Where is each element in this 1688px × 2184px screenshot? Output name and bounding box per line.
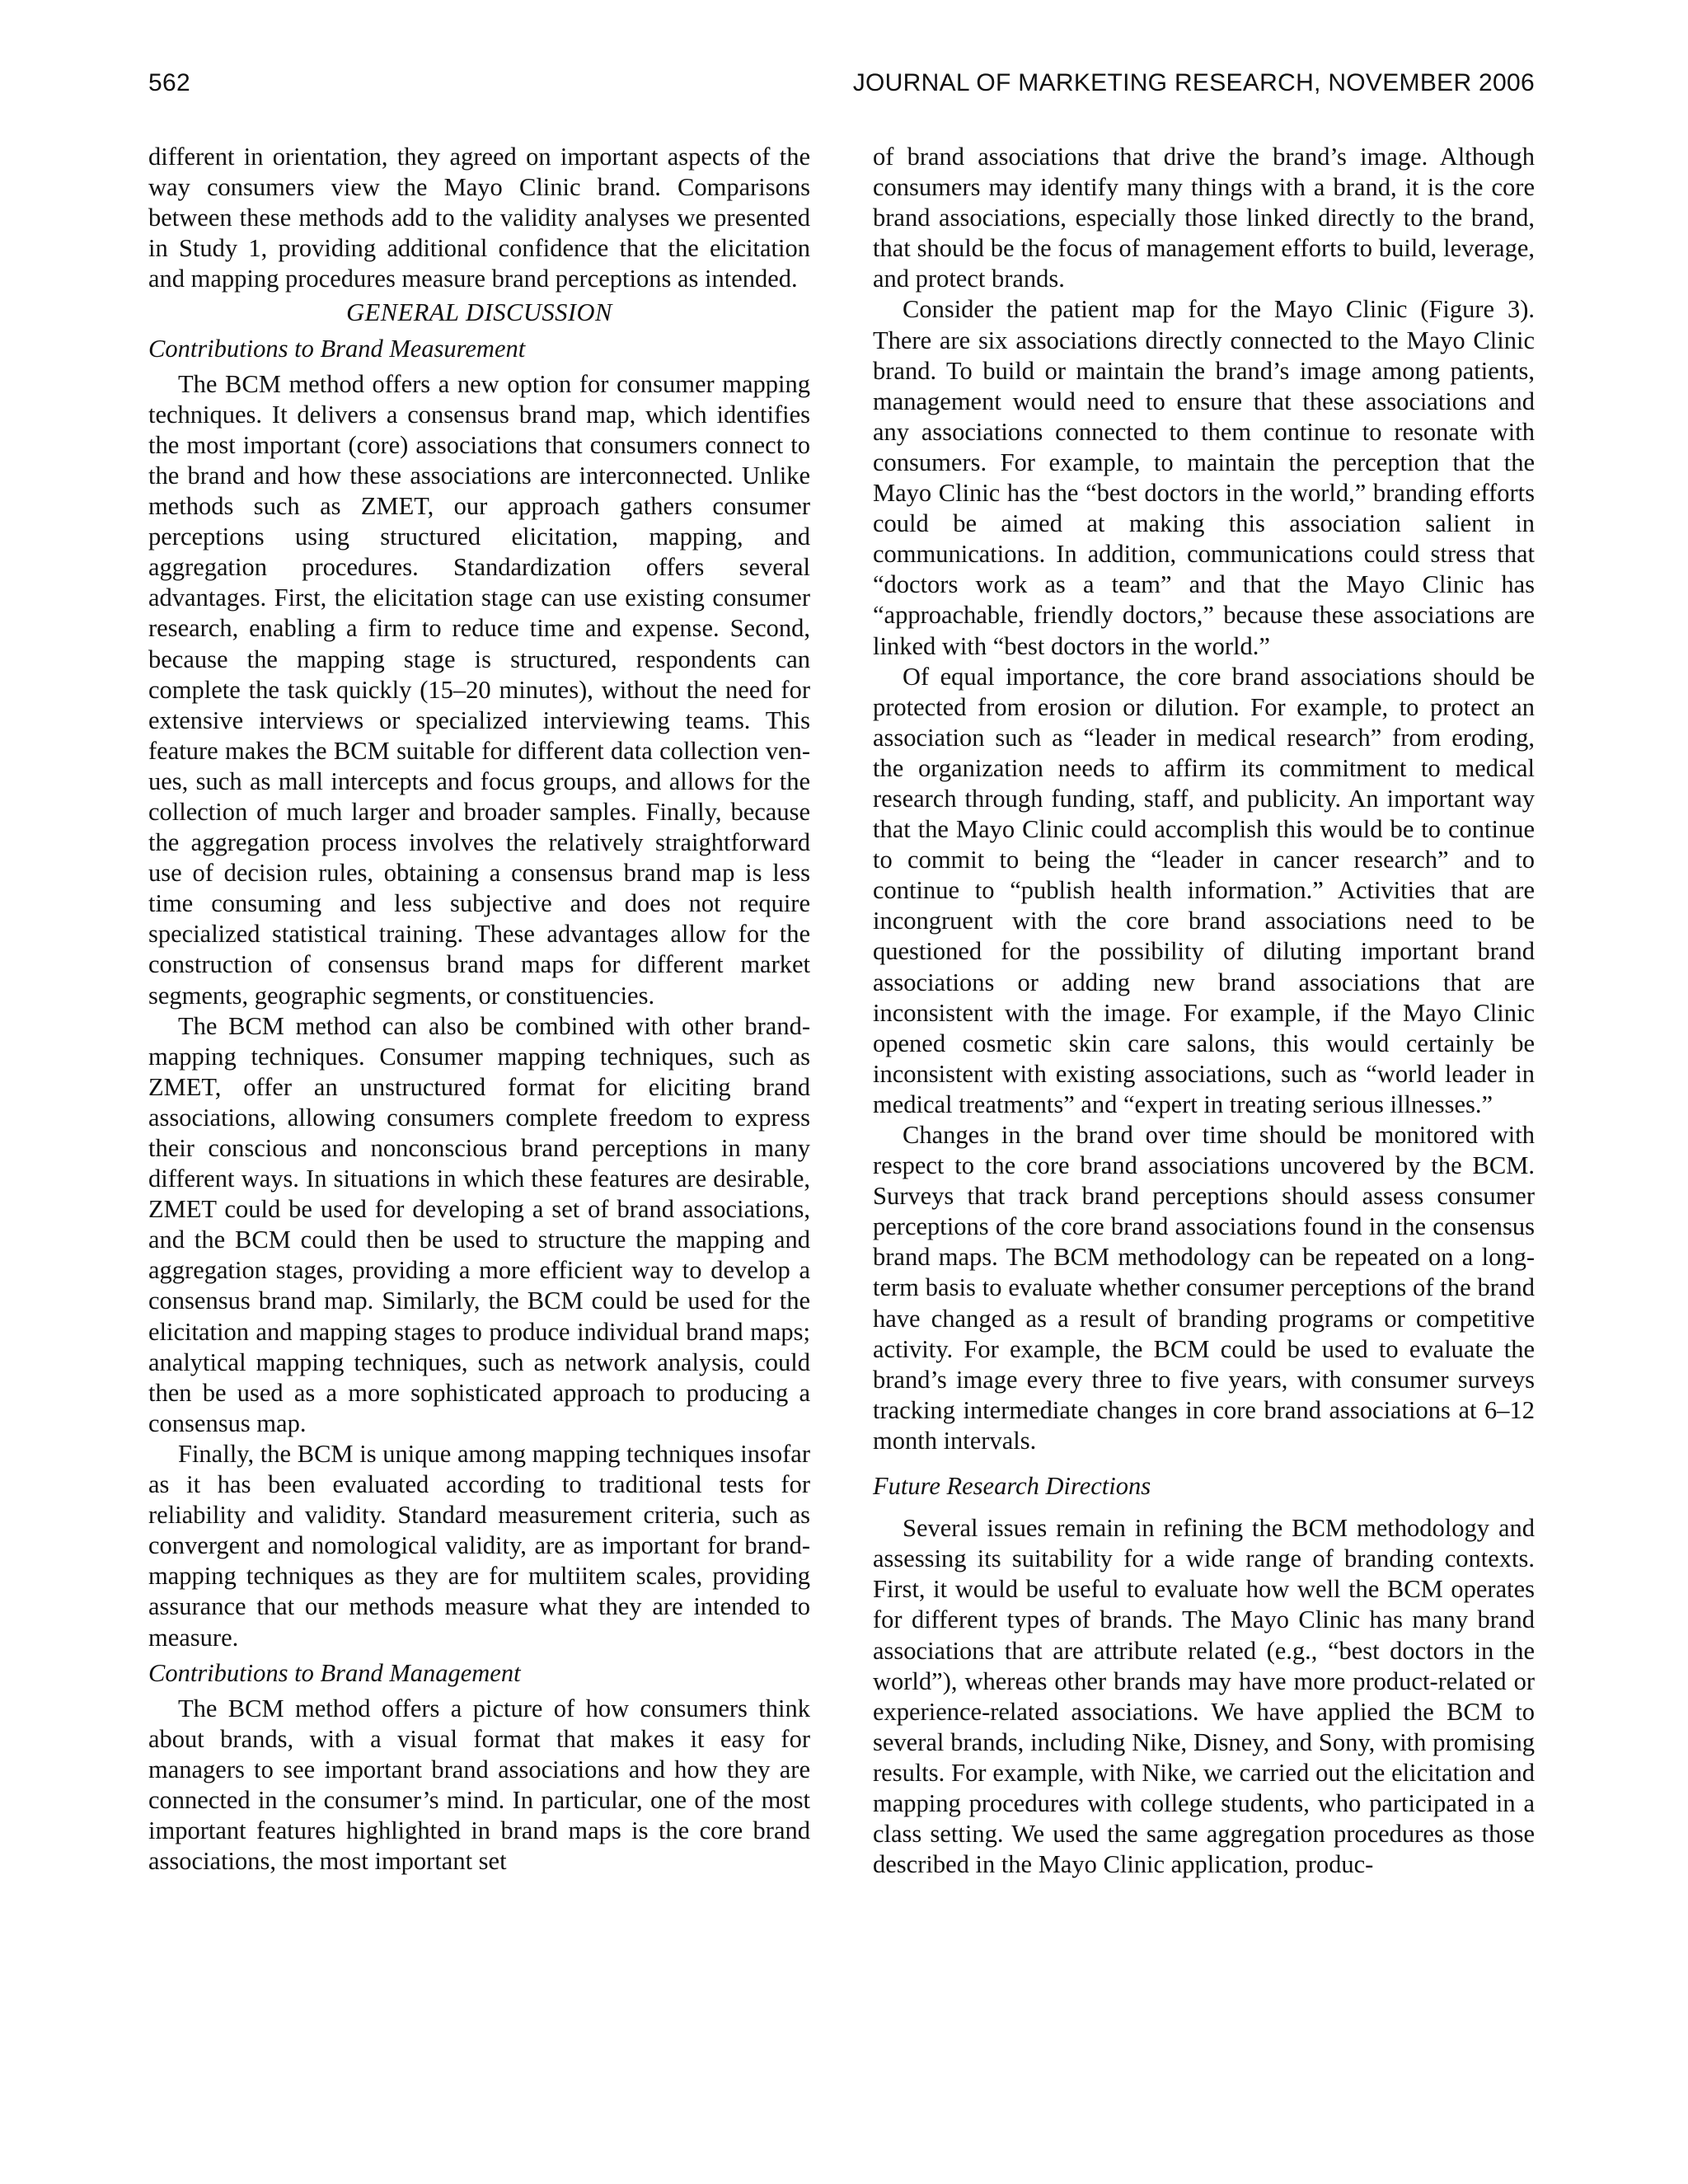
paragraph: Consider the patient map for the Mayo Clinic (Figure 3). There are six associations directly connected to the Mayo Clinic brand. To build or maintain the brand’s image among patients, management would need to ensure that these associations and any associations connected to them continue to resonate with consumers. For example, to maintain the perception that the Mayo Clinic has the “best doctors in the world,” branding efforts could be aimed at making this association salient in communications. In addition, communications could stress that “doctors work as a team” and that the Mayo Clinic has “approachable, friendly doctors,” because these associations are linked with “best doctors in the world.” bbox=[873, 295, 1535, 660]
subsection-heading-brand-management: Contributions to Brand Management bbox=[148, 1658, 521, 1687]
paragraph: Of equal importance, the core brand associations should be protected from erosion or dilution. For example, to protect an association such as “leader in medical research” from eroding, the organization needs to affirm its commitment to medical research through funding, staff, and publicity. An important way that the Mayo Clinic could accomplish this would be to continue to commit to being the “leader in cancer research” and to continue to “publish health information.” Activities that are incongruent with the core brand associations need to be questioned for the possibility of diluting important brand associations or adding new brand associations that are inconsistent with the image. For example, if the Mayo Clinic opened cosmetic skin care salons, this would certainly be inconsistent with existing associations, such as “world leader in medical treatments” and “expert in treating serious illnesses.” bbox=[873, 662, 1535, 1118]
paragraph: different in orientation, they agreed on important aspects of the way consumers view the Mayo Clinic brand. Comparisons between these methods add to the validity analyses we presented in Study 1, providing additional confidence that the elicitation and mapping procedures measure brand perceptions as intended. bbox=[148, 143, 810, 293]
journal-title: JOURNAL OF MARKETING RESEARCH, NOVEMBER 2006 bbox=[852, 69, 1535, 96]
paragraph: The BCM method can also be combined with other brand-mapping techniques. Consumer mapping techniques, such as ZMET, offer an unstructured format for eliciting brand associations, allowing consumers complete freedom to express their conscious and nonconscious brand perceptions in many different ways. In situations in which these features are desirable, ZMET could be used for developing a set of brand associations, and the BCM could then be used to structure the mapping and aggregation stages, providing a more efficient way to develop a consensus brand map. Similarly, the BCM could be used for the elicitation and mapping stages to produce individual brand maps; analytical mapping techniques, such as network analysis, could then be used as a more sophisticated approach to producing a consensus map. bbox=[148, 1011, 810, 1437]
section-heading-general-discussion: GENERAL DISCUSSION bbox=[346, 298, 612, 327]
paragraph: of brand associations that drive the brand’s image. Although consumers may identify many things with a brand, it is the core brand associations, especially those linked directly to the brand, that should be the focus of management efforts to build, leverage, and protect brands. bbox=[873, 143, 1535, 293]
subsection-heading-future-research: Future Research Directions bbox=[873, 1472, 1151, 1501]
page-number: 562 bbox=[148, 69, 190, 96]
left-column bbox=[148, 142, 810, 1877]
paragraph: Finally, the BCM is unique among mapping techniques insofar as it has been evaluated according to traditional tests for reliability and validity. Standard measurement criteria, such as convergent and nomological validity, are as important for brand-mapping techniques as they are for multiitem scales, providing assurance that our methods measure what they are intended to measure. bbox=[148, 1439, 810, 1652]
paragraph: Changes in the brand over time should be monitored with respect to the core brand associations uncovered by the BCM. Surveys that track brand perceptions should assess consumer perceptions of the core brand associations found in the consensus brand maps. The BCM methodology can be repeated on a long-term basis to evaluate whether consumer perceptions of the brand have changed as a result of branding programs or competitive activity. For example, the BCM could be used to evaluate the brand’s image every three to five years, with consumer surveys tracking intermediate changes in core brand associations at 6–12 month intervals. bbox=[873, 1121, 1535, 1455]
paragraph: Several issues remain in refining the BCM methodology and assessing its suitability for a wide range of branding contexts. First, it would be useful to evaluate how well the BCM operates for different types of brands. The Mayo Clinic has many brand associations that are attribute related (e.g., “best doctors in the world”), whereas other brands may have more product-related or experience-related associations. We have applied the BCM to several brands, including Nike, Disney, and Sony, with promising results. For example, with Nike, we carried out the elicitation and mapping procedures with college students, who participated in a class setting. We used the same aggregation procedures as those described in the Mayo Clinic application, produc- bbox=[873, 1514, 1535, 1879]
right-column bbox=[873, 142, 1535, 1880]
subsection-heading-brand-measurement: Contributions to Brand Measurement bbox=[148, 334, 526, 363]
paragraph: The BCM method offers a picture of how consumers think about brands, with a visual format that makes it easy for managers to see important brand associations and how they are connected in the consumer’s mind. In particular, one of the most important features highlighted in brand maps is the core brand associations, the most important set bbox=[148, 1694, 810, 1876]
running-header bbox=[148, 69, 1535, 119]
paragraph: The BCM method offers a new option for consumer mapping techniques. It delivers a consensus brand map, which identifies the most important (core) associations that consumers connect to the brand and how these associations are interconnected. Unlike methods such as ZMET, our approach gathers consumer perceptions using structured elicitation, mapping, and aggregation procedures. Standardization offers several advantages. First, the elicitation stage can use existing consumer research, enabling a firm to reduce time and expense. Second, because the mapping stage is structured, respondents can complete the task quickly (15–20 minutes), without the need for extensive interviews or specialized interviewing teams. This feature makes the BCM suitable for different data collection venues, such as mall intercepts and focus groups, and allows for the collection of much larger and broader samples. Finally, because the aggregation process involves the relatively straightforward use of decision rules, obtaining a consensus brand map is less time consuming and less subjective and does not require specialized statistical training. These advantages allow for the construction of consensus brand maps for different market segments, geographic segments, or constituencies. bbox=[148, 369, 810, 1010]
